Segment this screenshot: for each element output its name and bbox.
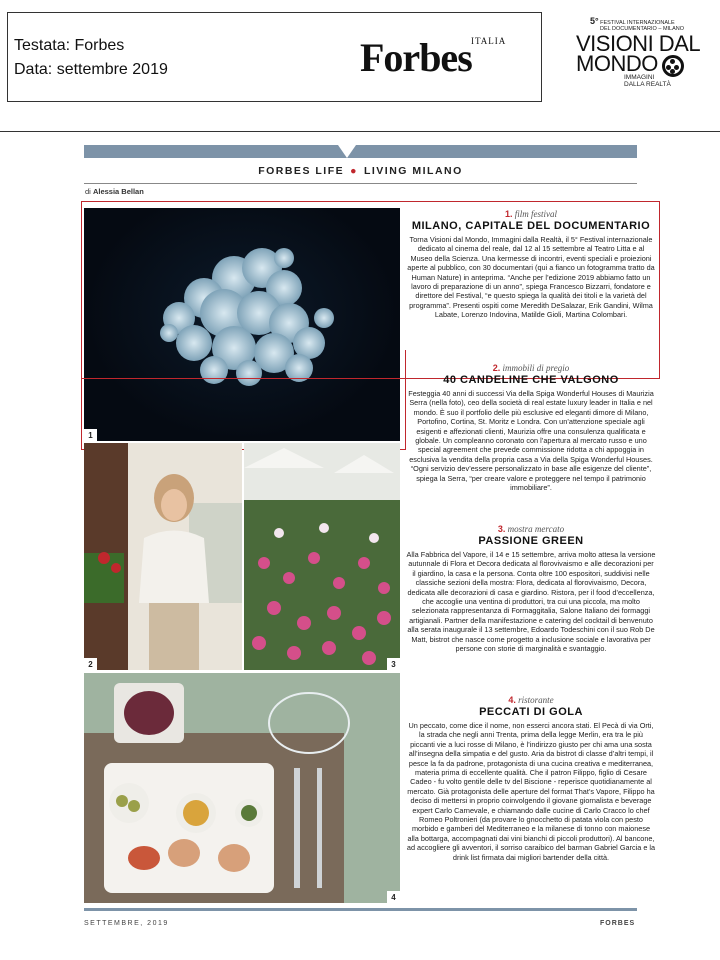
flowers-illustration <box>244 443 400 670</box>
festival-tagline-line1: IMMAGINI <box>624 74 655 81</box>
photo-restaurant-dishes <box>84 673 400 903</box>
festival-tagline-line2: DALLA REALTÀ <box>624 81 671 88</box>
photo-number-4: 4 <box>387 891 400 903</box>
article-4-body: Un peccato, come dice il nome, non esserci ancora stati. El Pecà di via Orti, la strada che negli anni Trenta, prima della legge Merlin, era tra le più piccanti vie a luci rosse di Milano, è l’indirizzo giusto per chi ama una sosta all’insegna della simpatia e del gusto. Aria da bistrot di classe d’altri tempi, il pesce la fa da padrone, protagonista di una cucina creativa e mediterranea, materia prima di eccellente qualità. Che il patron Filippo, figlio di Cesare Cadeo - fu volto gentile delle tv del Biscione - reperisce quotidianamente al mercato. Già protagonista delle aperture del format That’s Vapore, Filippo ha deciso di mettersi in proprio coinvolgendo il giovane giornalista e beverage expert Carlo Carnevale, e chiamando dalle cucine di Carlo Cracco lo chef Romeo Poltronieri (da provare lo gnocchetto di patata viola con pesto morbido e gamberi del Mediterraneo e la milanese di tonno con maionese alla bottarga, accompagnati dai vini bianchi di piccoli produttori). Al bancone, ad accogliere gli avventori, il sorriso caraibico del barman Gabriel Garcia e la drink list firmata dai migliori bartender della città. <box>406 721 656 862</box>
article-2-kicker <box>406 363 656 373</box>
article-4-kicker <box>406 695 656 705</box>
portrait-illustration <box>84 443 242 670</box>
section-dot-icon: ● <box>350 165 358 177</box>
footer-band <box>84 908 637 911</box>
article-ristorante <box>406 695 656 862</box>
header-divider <box>0 131 720 132</box>
festival-edition-number: 5° <box>590 16 599 26</box>
festival-line1: FESTIVAL INTERNAZIONALE <box>600 20 675 26</box>
article-3-body: Alla Fabbrica del Vapore, il 14 e 15 settembre, arriva molto attesa la versione autunnale di Flora et Decora dedicata al florovivaismo e alle decorazioni per il giardino, la casa e la persona. Conta oltre 100 espositori, suddivisi nelle classiche sezioni della mostra: Flora, dedicata al florovivaismo, Decora, dedicata alle decorazioni di casa e giardino. Ristora, per il food d’eccellenza, che accoglie una ventina di produttori, tra cui una piccola, ma molto selezionata rappresentanza di Formaggitalia, Salone Italiano dei formaggi artigianali. Partner della manifestazione e catering del cocktail di benvenuto alla serata inaugurale il 13 settembre, Edoardo Todeschini con il suo Rob De Matt, bistrot che nasce come progetto a inclusione sociale e lavorativa per persone con storie di marginalità e svantaggio. <box>406 550 656 654</box>
article-4-number: 4. <box>508 695 516 705</box>
article-1-headline: MILANO, CAPITALE DEL DOCUMENTARIO <box>411 220 651 232</box>
article-4-headline: PECCATI DI GOLA <box>479 706 583 718</box>
top-color-band <box>84 145 637 158</box>
article-3-headline: PASSIONE GREEN <box>478 535 584 547</box>
section-left: FORBES LIFE <box>258 165 345 177</box>
article-mostra-mercato <box>406 524 656 653</box>
forbes-logo: Forbes <box>360 35 472 80</box>
article-1-number: 1. <box>504 209 513 219</box>
section-title <box>84 165 637 177</box>
article-film-festival <box>406 209 656 320</box>
article-2-kicker-text: immobili di pregio <box>502 363 570 373</box>
footer-brand: FORBES <box>600 920 636 927</box>
article-immobili <box>406 363 656 492</box>
article-1-kicker-text: film festival <box>514 209 557 219</box>
food-illustration <box>84 673 400 903</box>
article-2-body: Festeggia 40 anni di successi Via della Spiga Wonderful Houses di Maurizia Serra (nella foto), ceo della società di real estate luxury leader in Italia e nel mondo. È suo il portfolio delle più esclusive ed eleganti dimore di Milano, Portofino, Cortina, St. Moritz e Londra. Con un’attenzione speciale agli esigenti e affezionati clienti, Maurizia offre una consulenza qualificata e globale. Un compleanno coronato con l’apertura al mercato russo e uno special agreement che prevede commissione ridotta a chi appoggia in esclusiva la vendita della propria casa a Via della Spiga Wonderful Houses. “Ogni servizio dev’essere personalizzato in base alle esigenze del cliente”, spiega la Serra, “per creare valore e proteggere nel tempo il patrimonio immobiliare”. <box>408 389 654 493</box>
photo-maurizia-serra <box>84 443 242 670</box>
testata-label: Testata: Forbes <box>14 37 125 54</box>
highlight-box-photo-1 <box>81 350 406 450</box>
article-3-kicker-text: mostra mercato <box>507 524 565 534</box>
photo-number-2: 2 <box>84 658 97 670</box>
article-1-kicker <box>406 209 656 219</box>
article-3-number: 3. <box>497 524 506 534</box>
festival-name-line1: VISIONI DAL <box>576 31 701 56</box>
byline-prefix: di <box>85 187 91 196</box>
section-right: LIVING MILANO <box>363 165 463 177</box>
photo-number-1: 1 <box>84 429 97 441</box>
photo-flower-market <box>244 443 400 670</box>
festival-logo <box>576 31 716 76</box>
article-3-kicker <box>406 524 656 534</box>
article-1-body: Torna Visioni dal Mondo, Immagini dalla Realtà, il 5° Festival internazionale dedicato al cinema del reale, dal 12 al 15 settembre al Teatro Litta e al Museo della Scienza. Una kermesse di incontri, eventi speciali e proiezioni aperte al pubblico, con 30 documentari (qui a fianco un fotogramma tratto da Human Nature) in anteprima. “Anche per l’edizione 2019 abbiamo fatto un lavoro di preparazione di un anno”, spiega Francesco Bizzarri, fondatore e direttore del Festival, “e questo spiega la qualità dei titoli e la varietà del programma”. Presenti ospiti come Meredith DeSalazar, Erik Gandini, Wilma Labate, Lorenzo Indovina, Matilde Gioli, Martina Colombari. <box>407 235 655 320</box>
date-label: Data: settembre 2019 <box>14 61 168 78</box>
byline <box>85 187 144 196</box>
article-2-number: 2. <box>492 363 501 373</box>
festival-line2: DEL DOCUMENTARIO – MILANO <box>600 26 685 32</box>
forbes-italia-label: ITALIA <box>471 36 507 46</box>
byline-author: Alessia Bellan <box>92 187 144 196</box>
festival-tagline <box>624 74 671 88</box>
section-divider <box>84 183 637 184</box>
article-4-kicker-text: ristorante <box>518 695 554 705</box>
festival-name-line2: MONDO <box>576 51 658 76</box>
festival-edition <box>590 18 700 32</box>
footer-date: SETTEMBRE, 2019 <box>84 920 169 927</box>
photo-number-3: 3 <box>387 658 400 670</box>
article-2-headline: 40 CANDELINE CHE VALGONO <box>443 374 619 386</box>
